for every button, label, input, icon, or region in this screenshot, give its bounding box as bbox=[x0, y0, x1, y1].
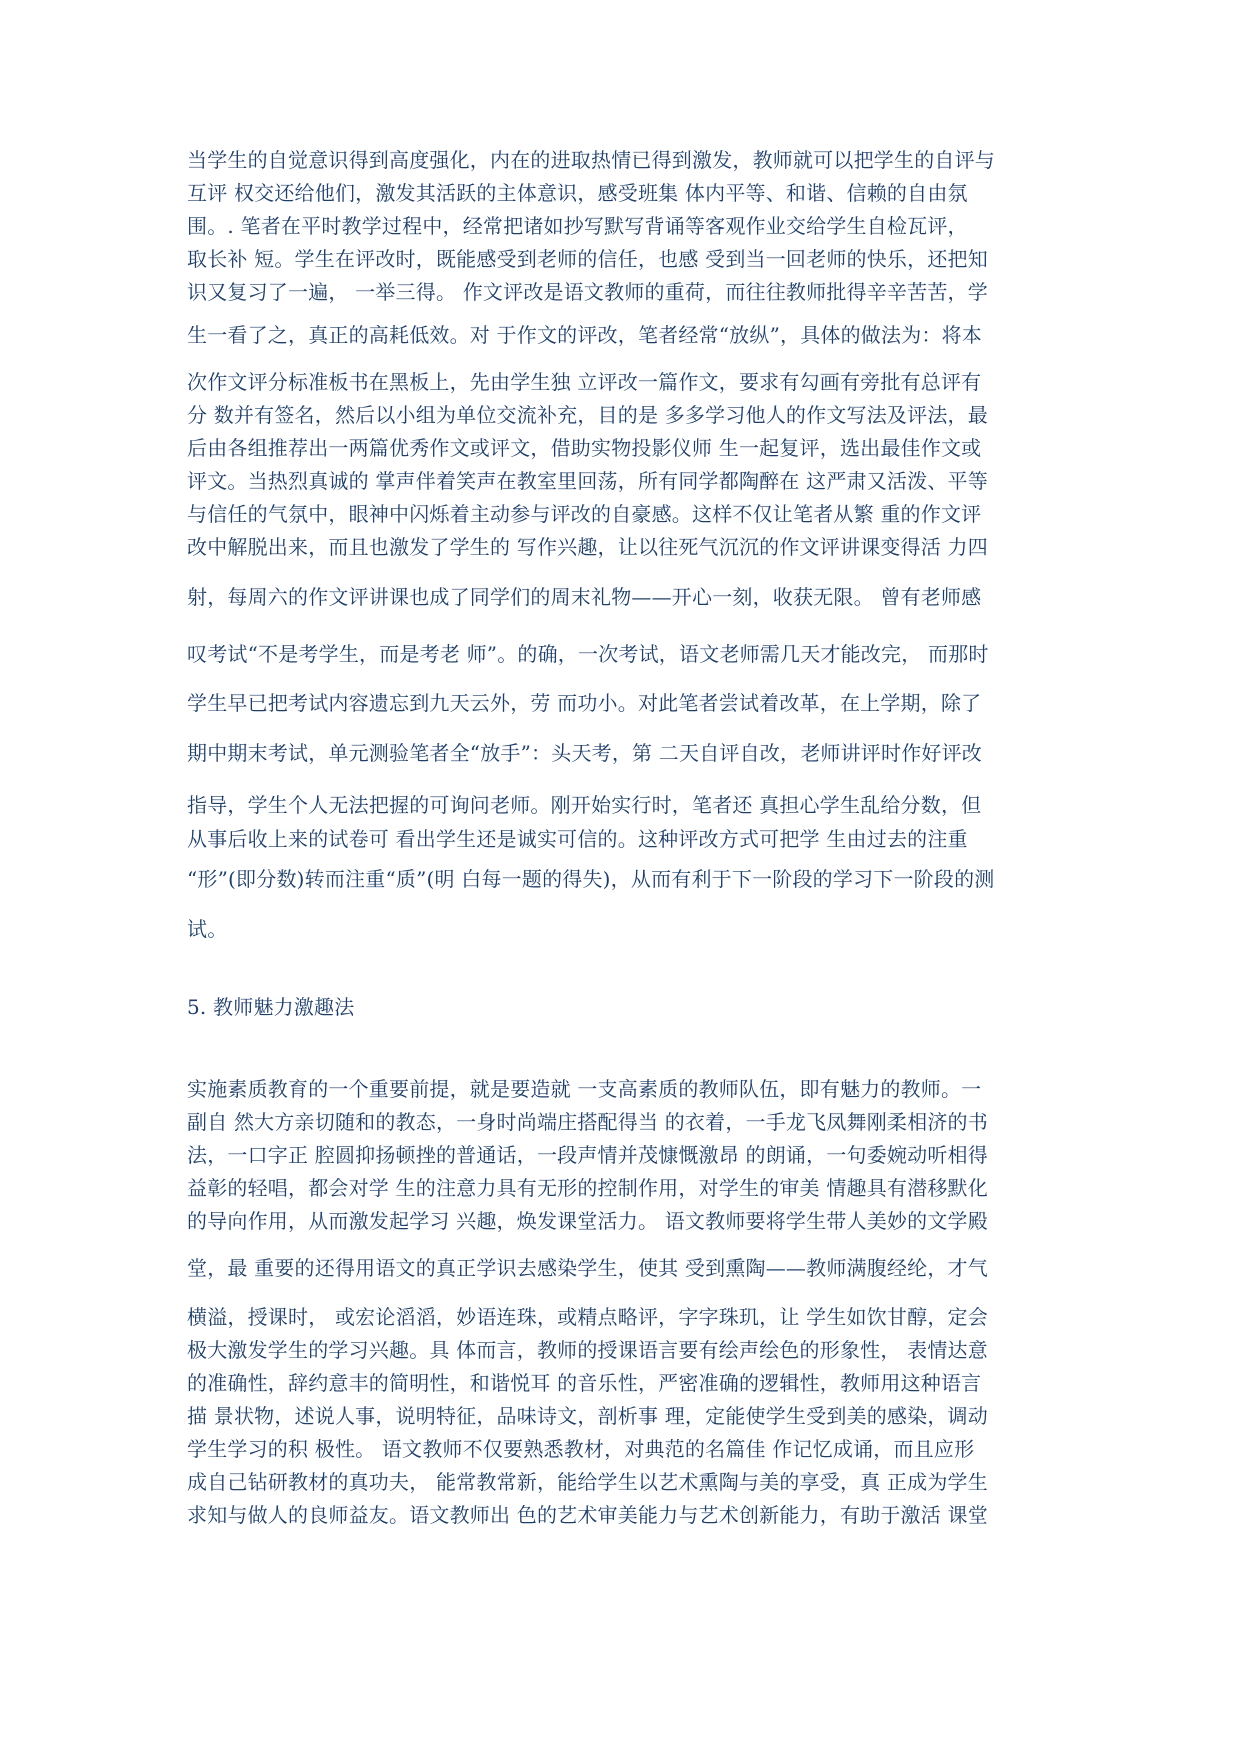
text-line: 极大激发学生的学习兴趣。具 体而言，教师的授课语言要有绘声绘色的形象性， 表情达意 bbox=[187, 1338, 988, 1362]
text-line: 当学生的自觉意识得到高度强化，内在的进取热情已得到激发，教师就可以把学生的自评与 bbox=[187, 148, 995, 172]
text-line: 与信任的气氛中，眼神中闪烁着主动参与评改的自豪感。这样不仅让笔者从繁 重的作文评 bbox=[187, 502, 982, 526]
text-line: 的准确性，辞约意丰的简明性，和谐悦耳 的音乐性，严密准确的逻辑性，教师用这种语言 bbox=[187, 1371, 982, 1395]
text-line: 实施素质教育的一个重要前提，就是要造就 一支高素质的教师队伍，即有魅力的教师。一 bbox=[187, 1077, 982, 1101]
text-line: 求知与做人的良师益友。语文教师出 色的艺术审美能力与艺术创新能力，有助于激活 课堂 bbox=[187, 1503, 988, 1527]
text-line: “形”(即分数)转而注重“质”(明 白每一题的得失)，从而有利于下一阶段的学习下一阶段的测 bbox=[187, 867, 995, 891]
text-line: 法，一口字正 腔圆抑扬顿挫的普通话，一段声情并茂慷慨激昂 的朗诵，一句委婉动听相得 bbox=[187, 1143, 988, 1167]
text-line: 互评 权交还给他们，激发其活跃的主体意识，感受班集 体内平等、和谐、信赖的自由氛 bbox=[187, 181, 968, 205]
text-line: 描 景状物，述说人事，说明特征，品味诗文，剖析事 理，定能使学生受到美的感染，调动 bbox=[187, 1404, 988, 1428]
text-line: 成自己钻研教材的真功夫， 能常教常新，能给学生以艺术熏陶与美的享受，真 正成为学生 bbox=[187, 1470, 988, 1494]
section-heading: 5. 教师魅力激趣法 bbox=[187, 995, 355, 1019]
text-line: 横溢，授课时， 或宏论滔滔，妙语连珠，或精点略评，字字珠玑，让 学生如饮甘醇，定会 bbox=[187, 1305, 988, 1329]
text-line: 益彰的轻唱，都会对学 生的注意力具有无形的控制作用，对学生的审美 情趣具有潜移默化 bbox=[187, 1176, 988, 1200]
text-line: 试。 bbox=[187, 917, 228, 941]
text-line: 指导，学生个人无法把握的可询问老师。刚开始实行时，笔者还 真担心学生乱给分数，但 bbox=[187, 793, 982, 817]
text-line: 次作文评分标准板书在黑板上，先由学生独 立评改一篇作文，要求有勾画有旁批有总评有 bbox=[187, 370, 982, 394]
text-line: 的导向作用，从而激发起学习 兴趣，焕发课堂活力。 语文教师要将学生带人美妙的文学殿 bbox=[187, 1209, 988, 1233]
text-line: 取长补 短。学生在评改时，既能感受到老师的信任，也感 受到当一回老师的快乐，还把知 bbox=[187, 247, 988, 271]
text-line: 学生学习的积 极性。 语文教师不仅要熟悉教材，对典范的名篇佳 作记忆成诵，而且应形 bbox=[187, 1437, 975, 1461]
text-line: 叹考试“不是考学生，而是考老 师”。的确，一次考试，语文老师需几天才能改完， 而那时 bbox=[187, 642, 989, 666]
text-line: 评文。当热烈真诚的 掌声伴着笑声在教室里回荡，所有同学都陶醉在 这严肃又活泼、平等 bbox=[187, 469, 988, 493]
text-line: 生一看了之，真正的高耗低效。对 于作文的评改，笔者经常“放纵”，具体的做法为：将本 bbox=[187, 323, 983, 347]
text-line: 改中解脱出来，而且也激发了学生的 写作兴趣，让以往死气沉沉的作文评讲课变得活 力四 bbox=[187, 535, 988, 559]
text-line: 后由各组推荐出一两篇优秀作文或评文，借助实物投影仪师 生一起复评，选出最佳作文或 bbox=[187, 436, 982, 460]
text-line: 围。. 笔者在平时教学过程中，经常把诸如抄写默写背诵等客观作业交给学生自检瓦评， bbox=[187, 214, 968, 238]
text-line: 分 数并有签名，然后以小组为单位交流补充，目的是 多多学习他人的作文写法及评法，最 bbox=[187, 403, 988, 427]
text-line: 识又复习了一遍， 一举三得。 作文评改是语文教师的重荷，而往往教师批得辛辛苦苦，学 bbox=[187, 280, 988, 304]
text-line: 从事后收上来的试卷可 看出学生还是诚实可信的。这种评改方式可把学 生由过去的注重 bbox=[187, 827, 968, 851]
text-line: 副自 然大方亲切随和的教态，一身时尚端庄搭配得当 的衣着，一手龙飞凤舞刚柔相济的书 bbox=[187, 1110, 988, 1134]
text-line: 射，每周六的作文评讲课也成了同学们的周末礼物——开心一刻，收获无限。 曾有老师感 bbox=[187, 585, 982, 609]
text-line: 学生早已把考试内容遗忘到九天云外，劳 而功小。对此笔者尝试着改革，在上学期，除了 bbox=[187, 691, 982, 715]
text-line: 堂，最 重要的还得用语文的真正学识去感染学生，使其 受到熏陶——教师满腹经纶，才气 bbox=[187, 1256, 988, 1280]
text-line: 期中期末考试，单元测验笔者全“放手”：头天考，第 二天自评自改，老师讲评时作好评改 bbox=[187, 741, 983, 765]
